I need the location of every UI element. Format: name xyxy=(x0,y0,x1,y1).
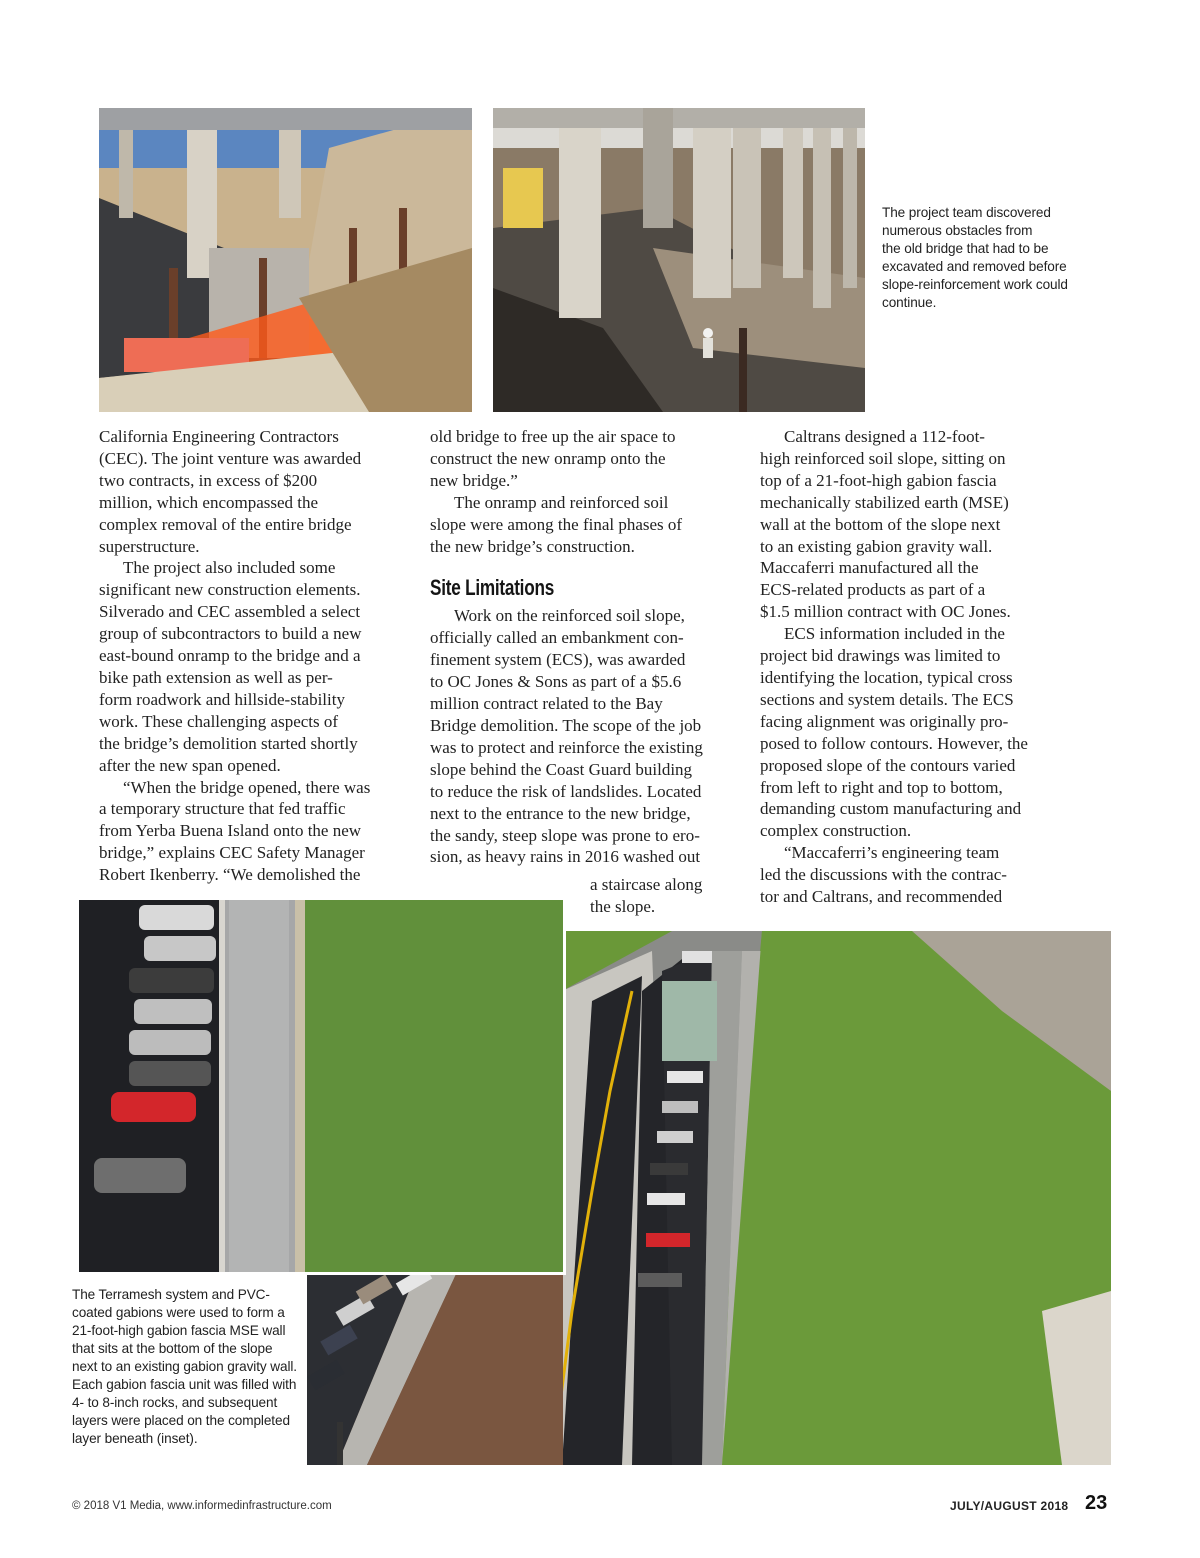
text-line: bike path extension as well as per- xyxy=(99,667,333,687)
caption-line: the old bridge that had to be xyxy=(882,241,1049,256)
text-line: million, which encompassed the xyxy=(99,492,319,512)
text-line: complex removal of the entire bridge xyxy=(99,514,352,534)
text-line: led the discussions with the contrac- xyxy=(760,865,1007,885)
text-line: the sandy, steep slope was prone to ero- xyxy=(430,825,700,845)
text-line: work. These challenging aspects of xyxy=(99,711,339,731)
issue-label: JULY/AUGUST 2018 xyxy=(950,1499,1069,1513)
caption-line: layers were placed on the completed xyxy=(72,1413,290,1428)
caption-line: The Terramesh system and PVC- xyxy=(72,1287,270,1302)
text-line: Caltrans designed a 112-foot- xyxy=(784,427,985,446)
paragraph xyxy=(760,842,1060,908)
text-line: significant new construction elements. xyxy=(99,580,361,600)
text-line: to reduce the risk of landslides. Located xyxy=(430,781,702,801)
text-line: identifying the location, typical cross xyxy=(760,667,1013,687)
caption-line: next to an existing gabion gravity wall. xyxy=(72,1359,297,1374)
article-column-2-tail xyxy=(590,874,750,918)
text-line: (CEC). The joint venture was awarded xyxy=(99,448,362,468)
caption-line: 4- to 8-inch rocks, and subsequent xyxy=(72,1395,278,1410)
text-line: the new bridge’s construction. xyxy=(430,536,635,556)
text-line: ECS information included in the xyxy=(784,624,1005,644)
text-line: was to protect and reinforce the existing xyxy=(430,737,703,757)
text-line: tor and Caltrans, and recommended xyxy=(760,887,1003,907)
text-line: California Engineering Contractors xyxy=(99,427,339,446)
text-line: to OC Jones & Sons as part of a $5.6 xyxy=(430,672,682,692)
caption-line: Each gabion fascia unit was filled with xyxy=(72,1377,297,1392)
text-line: project bid drawings was limited to xyxy=(760,646,1001,666)
text-line: The onramp and reinforced soil xyxy=(454,492,669,512)
text-line: slope were among the final phases of xyxy=(430,514,683,534)
caption-line: that sits at the bottom of the slope xyxy=(72,1341,273,1356)
text-line: Robert Ikenberry. “We demolished the xyxy=(99,865,361,885)
text-line: demanding custom manufacturing and xyxy=(760,799,1022,819)
text-line: million contract related to the Bay xyxy=(430,694,663,714)
text-line: complex construction. xyxy=(760,821,912,841)
bottom-photo-caption xyxy=(72,1286,297,1448)
text-line: to an existing gabion gravity wall. xyxy=(760,536,993,556)
caption-line: coated gabions were used to form a xyxy=(72,1305,285,1320)
caption-line: The project team discovered xyxy=(882,205,1051,220)
text-line: Silverado and CEC assembled a select xyxy=(99,602,361,622)
article-column-1 xyxy=(99,426,414,886)
text-line: group of subcontractors to build a new xyxy=(99,624,362,644)
caption-line: slope-reinforcement work could xyxy=(882,277,1068,292)
text-line: facing alignment was originally pro- xyxy=(760,711,1009,731)
text-line: superstructure. xyxy=(99,536,200,556)
gabion-wall-photo xyxy=(76,897,566,1275)
text-line: east-bound onramp to the bridge and a xyxy=(99,646,361,666)
text-line: finement system (ECS), was awarded xyxy=(430,650,686,670)
text-line: Bridge demolition. The scope of the job xyxy=(430,715,702,735)
text-line: “Maccaferri’s engineering team xyxy=(784,843,1000,863)
text-line: form roadwork and hillside-stability xyxy=(99,689,345,709)
text-line: a temporary structure that fed traffic xyxy=(99,799,346,819)
text-line: high reinforced soil slope, sitting on xyxy=(760,448,1006,468)
article-column-3 xyxy=(760,426,1060,908)
paragraph xyxy=(99,777,414,887)
text-line: posed to follow contours. However, the xyxy=(760,733,1028,753)
paragraph xyxy=(99,426,414,557)
caption-line: layer beneath (inset). xyxy=(72,1431,198,1446)
section-heading: Site Limitations xyxy=(430,575,555,601)
text-line: next to the entrance to the new bridge, xyxy=(430,803,691,823)
article-column-2 xyxy=(430,426,740,868)
text-line: wall at the bottom of the slope next xyxy=(760,514,1001,534)
paragraph xyxy=(430,426,740,492)
paragraph xyxy=(760,426,1060,623)
text-line: proposed slope of the contours varied xyxy=(760,755,1016,775)
text-line: a staircase along xyxy=(590,875,703,894)
caption-line: numerous obstacles from xyxy=(882,223,1033,238)
text-line: from Yerba Buena Island onto the new xyxy=(99,821,362,841)
bridge-columns-photo xyxy=(493,108,865,412)
page-number: 23 xyxy=(1085,1492,1108,1514)
text-line: $1.5 million contract with OC Jones. xyxy=(760,602,1011,622)
text-line: two contracts, in excess of $200 xyxy=(99,470,318,490)
text-line: sion, as heavy rains in 2016 washed out xyxy=(430,847,701,867)
copyright-footer: © 2018 V1 Media, www.informedinfrastructure.com xyxy=(72,1500,332,1512)
reinforced-slope-aerial-photo xyxy=(562,931,1111,1465)
construction-site-photo-left xyxy=(99,108,472,412)
text-line: new bridge.” xyxy=(430,470,518,490)
text-line: top of a 21-foot-high gabion fascia xyxy=(760,470,997,490)
paragraph xyxy=(760,623,1060,842)
text-line: mechanically stabilized earth (MSE) xyxy=(760,492,1009,512)
text-line: Work on the reinforced soil slope, xyxy=(454,606,685,626)
text-line: The project also included some xyxy=(123,558,336,578)
paragraph xyxy=(430,492,740,558)
text-line: “When the bridge opened, there was xyxy=(123,777,371,797)
text-line: old bridge to free up the air space to xyxy=(430,427,676,446)
paragraph xyxy=(430,605,740,868)
text-line: the slope. xyxy=(590,896,656,916)
parking-lot-photo-small xyxy=(307,1272,563,1465)
text-line: the bridge’s demolition started shortly xyxy=(99,733,358,753)
paragraph xyxy=(590,874,750,918)
top-photo-caption xyxy=(882,204,1068,312)
caption-line: 21-foot-high gabion fascia MSE wall xyxy=(72,1323,286,1338)
text-line: slope behind the Coast Guard building xyxy=(430,759,693,779)
text-line: officially called an embankment con- xyxy=(430,628,684,648)
caption-line: excavated and removed before xyxy=(882,259,1067,274)
text-line: Maccaferri manufactured all the xyxy=(760,558,979,578)
text-line: after the new span opened. xyxy=(99,755,281,775)
caption-line: continue. xyxy=(882,295,937,310)
text-line: ECS-related products as part of a xyxy=(760,580,986,600)
text-line: bridge,” explains CEC Safety Manager xyxy=(99,843,365,863)
text-line: from left to right and top to bottom, xyxy=(760,777,1003,797)
text-line: construct the new onramp onto the xyxy=(430,448,666,468)
text-line: sections and system details. The ECS xyxy=(760,689,1014,709)
paragraph xyxy=(99,557,414,776)
